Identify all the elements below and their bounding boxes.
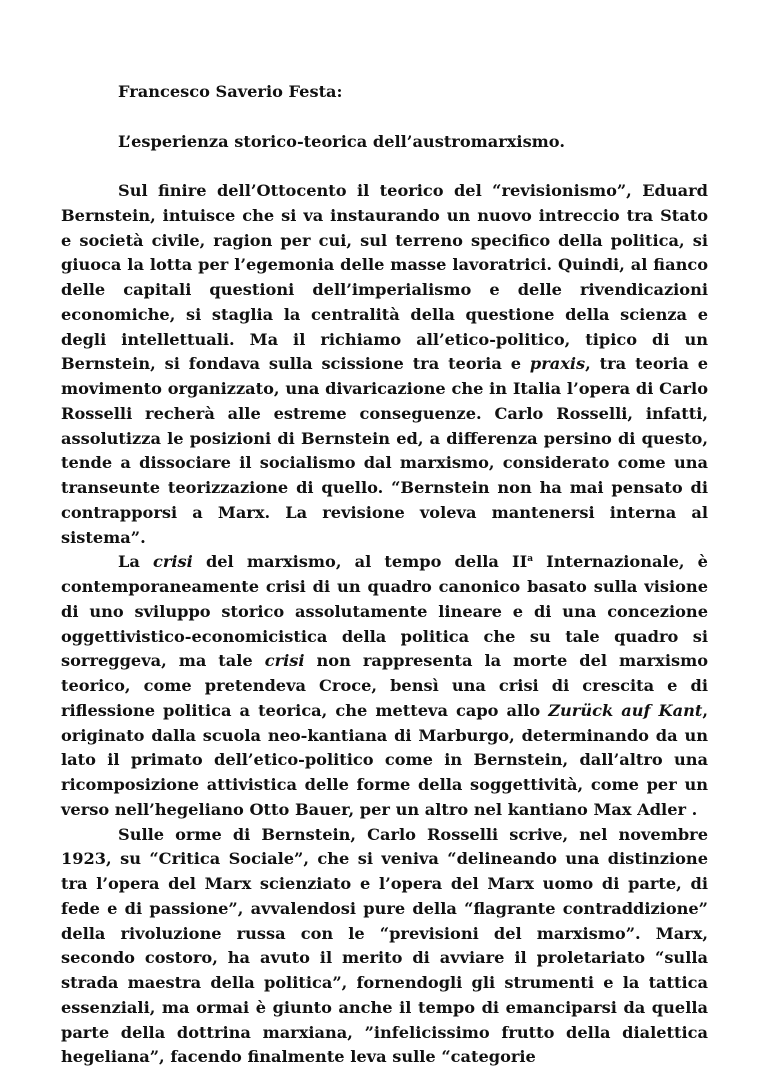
italic-term: praxis [530,354,585,373]
text-run: , originato dalla scuola neo-kantiana di Marburgo, determinando da un lato il primato dell’etico-politico come in Bernstein, dall’altro una ricomposizione attivistica delle forme della soggettività, come per un verso nell’hegeliano Otto Bauer, per un altro nel kantiano Max Adler . [61,701,708,819]
italic-term: crisi [265,651,305,670]
text-run: del marxismo, al tempo della II [193,552,527,571]
paragraph-3: Sulle orme di Bernstein, Carlo Rosselli scrive, nel novembre 1923, su “Critica Sociale”, che si veniva “delineando una distinzione tra l’opera del Marx scienziato e l’opera del Marx uomo di parte, di fede e di passione”, avvalendosi pure della “flagrante contraddizione” della rivoluzione russa con le “previsioni del marxismo”. Marx, secondo costoro, ha avuto il merito di avviare il proletariato “sulla strada maestra della politica”, fornendogli gli strumenti e la tattica essenziali, ma ormai è giunto anche il tempo di emanciparsi da quella parte della dottrina marxiana, ”infelicissimo frutto della dialettica hegeliana”, facendo finalmente leva sulle “categorie [61,823,708,1070]
italic-term: Zurück auf Kant [548,701,702,720]
paragraph-1 [61,179,708,550]
text-run: , tra teoria e movimento organizzato, una divaricazione che in Italia l’opera di Carlo Rosselli recherà alle estreme conseguenze. Carlo Rosselli, infatti, assolutizza le posizioni di Bernstein ed, a differenza persino di questo, tende a dissociare il socialismo dal marxismo, considerato come una transeunte teorizzazione di quello. “Bernstein non ha mai pensato di contrapporsi a Marx. La revisione voleva mantenersi interna al sistema”. [61,354,708,546]
text-run: non rappresenta la morte del marxismo teorico, come pretendeva Croce, bensì una crisi di crescita e di riflessione politica a teorica, che metteva capo allo [61,651,708,720]
essay-title: L’esperienza storico-teorica dell’austromarxismo. [61,130,708,155]
italic-term: crisi [153,552,193,571]
text-run: La [118,552,153,571]
ordinal-superscript: a [527,554,533,564]
paragraph-2 [61,550,708,822]
text-run: Internazionale, è contemporaneamente crisi di un quadro canonico basato sulla visione di uno sviluppo storico assolutamente lineare e di una concezione oggettivistico-economicistica della politica che su tale quadro si sorreggeva, ma tale [61,552,708,670]
text-run: Sul finire dell’Ottocento il teorico del “revisionismo”, Eduard Bernstein, intuisce che si va instaurando un nuovo intreccio tra Stato e società civile, ragion per cui, sul terreno specifico della politica, si giuoca la lotta per l’egemonia delle masse lavoratrici. Quindi, al fianco delle capitali questioni dell’imperialismo e delle rivendicazioni economiche, si staglia la centralità della questione della scienza e degli intellettuali. Ma il richiamo all’etico-politico, tipico di un Bernstein, si fondava sulla scissione tra teoria e [61,181,708,373]
author-line: Francesco Saverio Festa: [61,80,708,105]
